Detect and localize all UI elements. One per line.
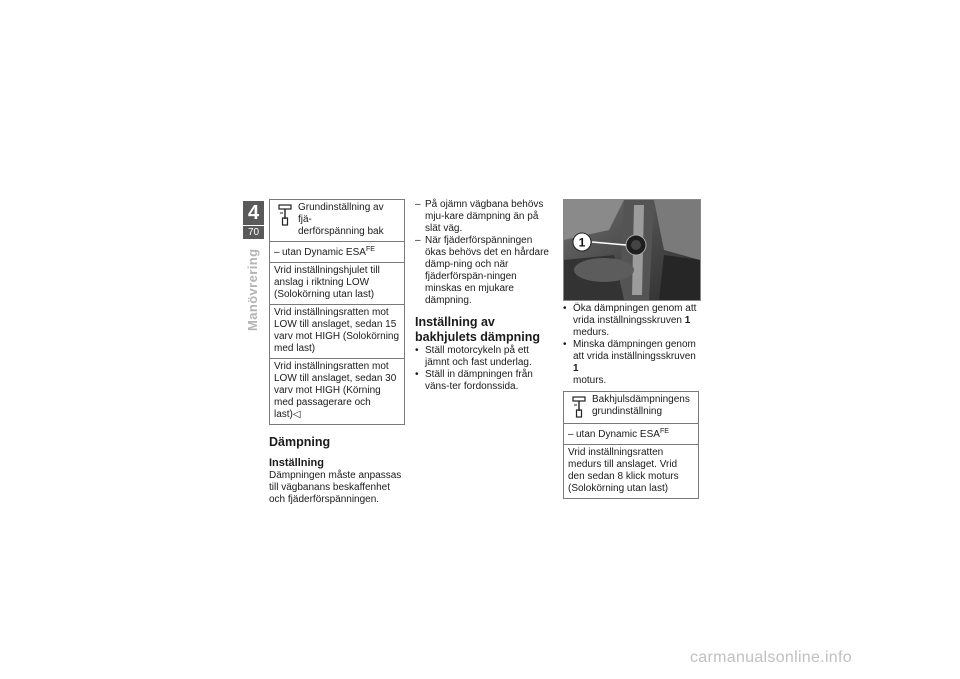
spring-preload-table [269,199,405,425]
table-header-row [270,200,404,241]
chapter-number: 4 [247,202,260,224]
page-number: 70 [247,227,260,238]
rear-damping-table [563,391,699,499]
photo-callout-label: 1 [578,235,586,250]
chapter-divider [243,225,264,226]
variant-row [270,241,404,262]
rear-shock-photo [563,199,701,301]
variant-sup: FE [365,246,375,253]
list-item: • Ställ in dämpningen från väns-ter fordonssida. [415,369,533,392]
subsection-heading: Inställning [269,457,324,469]
bullet-list [563,303,699,387]
table-row: Vrid inställningsratten medurs till anslaget. Vrid den sedan 8 klick moturs (Solokörning utan last) [564,444,698,498]
wrench-tool-icon [572,396,586,418]
table-header-text: Bakhjulsdämpningens grundinställning [592,394,690,417]
variant-text: utan Dynamic ESA [576,429,660,440]
middle-column [415,199,551,393]
bullet-list [415,345,551,393]
table-row: Vrid inställningsratten mot LOW till anslaget, sedan 15 varv mot HIGH (Solokörning med last) [270,304,404,358]
list-item: – På ojämn vägbana behövs mju-kare dämpning än på slät väg. [415,199,544,234]
chapter-marker [243,201,264,239]
section-heading: Dämpning [269,435,331,449]
variant-sup: FE [659,428,669,435]
table-header-text: Grundinställning av fjä- derförspänning bak [298,202,384,237]
table-row: Vrid inställningsratten mot LOW till anslaget, sedan 30 varv mot HIGH (Körning med passagerare och last)◁ [270,358,404,424]
list-item: – När fjäderförspänningen ökas behövs det en hårdare dämp-ning och när fjäderförspän-ningen minskas en mjukare dämpning. [415,235,549,306]
dash-list [415,199,551,307]
photo-illustration [564,200,700,300]
variant-text: utan Dynamic ESA [282,247,366,258]
dash-marker: – [274,247,280,258]
wrench-tool-icon [278,204,292,226]
variant-row [564,423,698,444]
dash-marker: – [568,429,574,440]
table-row: Vrid inställningshjulet till anslag i riktning LOW (Solokörning utan last) [270,262,404,304]
table-header-row [564,392,698,423]
list-item: • Ställ motorcykeln på ett jämnt och fast underlag. [415,345,532,368]
side-section-title: Manövrering [245,248,260,331]
body-paragraph: Dämpningen måste anpassas till vägbanans beskaffenhet och fjäderförspänningen. [269,470,402,505]
section-heading: Inställning av bakhjulets dämpning [415,315,541,344]
watermark: carmanualsonline.info [690,649,852,666]
left-column [269,199,405,506]
list-item: • Minska dämpningen genom att vrida inställningsskruven 1 moturs. [563,339,696,386]
list-item: • Öka dämpningen genom att vrida inställningsskruven 1 medurs. [563,303,697,338]
right-column [563,303,699,499]
